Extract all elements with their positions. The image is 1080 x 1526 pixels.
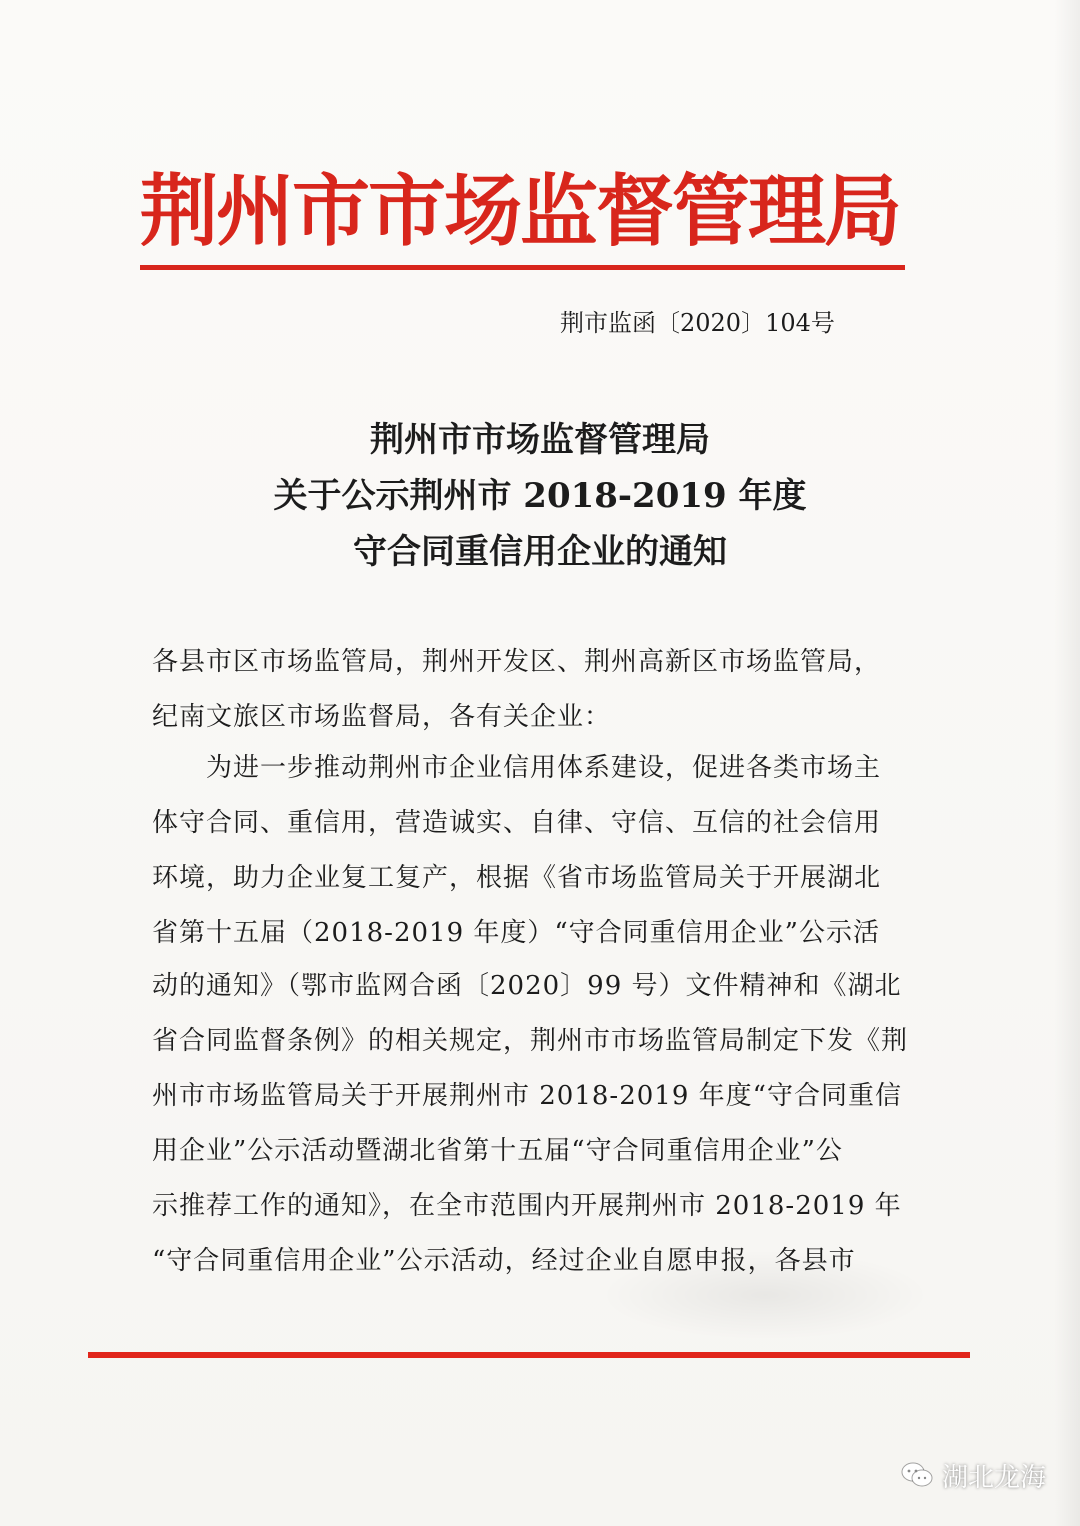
body-line: 各县市区市场监管局，荆州开发区、荆州高新区市场监管局， (152, 647, 882, 677)
wechat-watermark (900, 1455, 1046, 1495)
body-line: 动的通知》（鄂市监网合函〔2020〕99 号）文件精神和《湖北 (152, 971, 902, 1001)
body-line: 为进一步推动荆州市企业信用体系建设，促进各类市场主 (152, 753, 882, 783)
body-line: 体守合同、重信用，营造诚实、自律、守信、互信的社会信用 (152, 808, 882, 838)
body-line: 省第十五届（2018-2019 年度）“守合同重信用企业”公示活 (152, 918, 880, 948)
document-number: 荆市监函〔2020〕104号 (560, 309, 835, 337)
show-through-shadow (600, 1250, 930, 1340)
body-line: 示推荐工作的通知》，在全市范围内开展荆州市 2018-2019 年 (152, 1191, 902, 1221)
watermark-label: 湖北龙海 (942, 1462, 1047, 1493)
notice-title-line-1: 荆州市市场监督管理局 (370, 420, 710, 460)
footer-red-rule (88, 1352, 970, 1358)
body-line: 州市市场监管局关于开展荆州市 2018-2019 年度“守合同重信 (152, 1081, 902, 1111)
wechat-icon (900, 1461, 934, 1489)
notice-title-line-2: 关于公示荆州市 2018-2019 年度 (273, 476, 807, 516)
body-line: 省合同监督条例》的相关规定，荆州市市场监管局制定下发《荆 (152, 1026, 909, 1056)
body-line: 纪南文旅区市场监督局，各有关企业： (152, 702, 612, 732)
body-line: 环境，助力企业复工复产，根据《省市场监管局关于开展湖北 (152, 863, 882, 893)
notice-title-line-3: 守合同重信用企业的通知 (353, 532, 727, 572)
body-line: 用企业”公示活动暨湖北省第十五届“守合同重信用企业”公 (152, 1136, 843, 1166)
agency-header: 荆州市市场监督管理局 (140, 167, 901, 257)
body-line: “守合同重信用企业”公示活动，经过企业自愿申报，各县市 (152, 1246, 856, 1276)
page-edge-shadow (1054, 0, 1080, 1526)
header-red-rule (140, 265, 905, 270)
